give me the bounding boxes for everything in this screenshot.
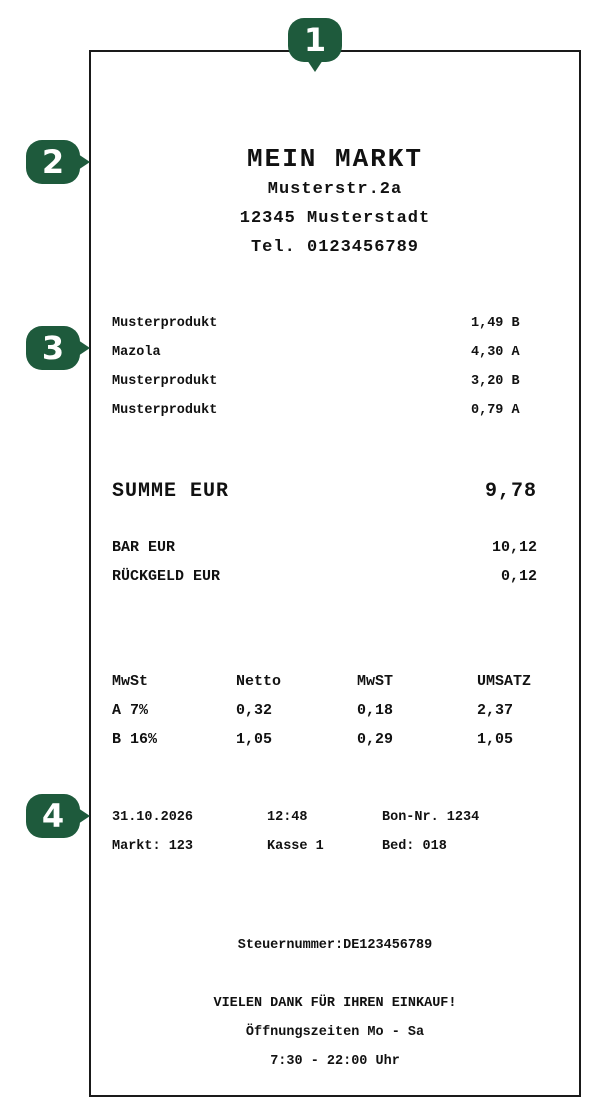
- item-name: Musterprodukt: [112, 403, 218, 418]
- store-street: Musterstr.2a: [267, 180, 403, 199]
- tax-number: Steuernummer:DE123456789: [237, 938, 433, 953]
- item-price: 3,20 B: [471, 374, 520, 389]
- tax-cell: A 7%: [112, 702, 149, 719]
- opening-hours: 7:30 - 22:00 Uhr: [270, 1054, 400, 1069]
- operator-number: Bed: 018: [382, 839, 447, 854]
- store-name: MEIN MARKT: [246, 144, 424, 174]
- receipt-time: 12:48: [267, 810, 308, 825]
- item-price: 4,30 A: [471, 345, 520, 360]
- callout-number: 4: [41, 797, 65, 835]
- callout-marker-2: [26, 140, 80, 184]
- item-price: 0,79 A: [471, 403, 520, 418]
- callout-number: 3: [41, 329, 65, 367]
- tax-cell: 0,29: [357, 731, 394, 748]
- tax-cell: 1,05: [236, 731, 273, 748]
- item-price: 1,49 B: [471, 316, 520, 331]
- item-name: Mazola: [112, 345, 161, 360]
- callout-number: 2: [41, 143, 65, 181]
- callout-marker-1: [288, 18, 342, 62]
- change-label: RÜCKGELD EUR: [112, 568, 221, 585]
- receipt-date: 31.10.2026: [112, 810, 194, 825]
- tax-cell: 2,37: [477, 702, 514, 719]
- opening-hours-label: Öffnungszeiten Mo - Sa: [245, 1025, 425, 1040]
- store-city: 12345 Musterstadt: [239, 209, 431, 228]
- tax-cell: B 16%: [112, 731, 158, 748]
- tax-header: MwST: [357, 673, 394, 690]
- tax-header: MwSt: [112, 673, 149, 690]
- bon-number: Bon-Nr. 1234: [382, 810, 480, 825]
- item-name: Musterprodukt: [112, 316, 218, 331]
- tax-header: UMSATZ: [477, 673, 532, 690]
- callout-marker-4: [26, 794, 80, 838]
- cash-value: 10,12: [491, 539, 537, 556]
- tax-header: Netto: [236, 673, 282, 690]
- callout-number: 1: [303, 21, 327, 59]
- thank-you: VIELEN DANK FÜR IHREN EINKAUF!: [213, 996, 457, 1011]
- callout-marker-3: [26, 326, 80, 370]
- tax-cell: 1,05: [477, 731, 514, 748]
- change-value: 0,12: [500, 568, 537, 585]
- receipt: [89, 50, 581, 1097]
- tax-cell: 0,32: [236, 702, 273, 719]
- cash-label: BAR EUR: [112, 539, 176, 556]
- total-label: SUMME EUR: [112, 480, 230, 503]
- market-number: Markt: 123: [112, 839, 194, 854]
- store-phone: Tel. 0123456789: [250, 238, 420, 257]
- tax-cell: 0,18: [357, 702, 394, 719]
- total-value: 9,78: [484, 480, 537, 503]
- item-name: Musterprodukt: [112, 374, 218, 389]
- register-number: Kasse 1: [267, 839, 324, 854]
